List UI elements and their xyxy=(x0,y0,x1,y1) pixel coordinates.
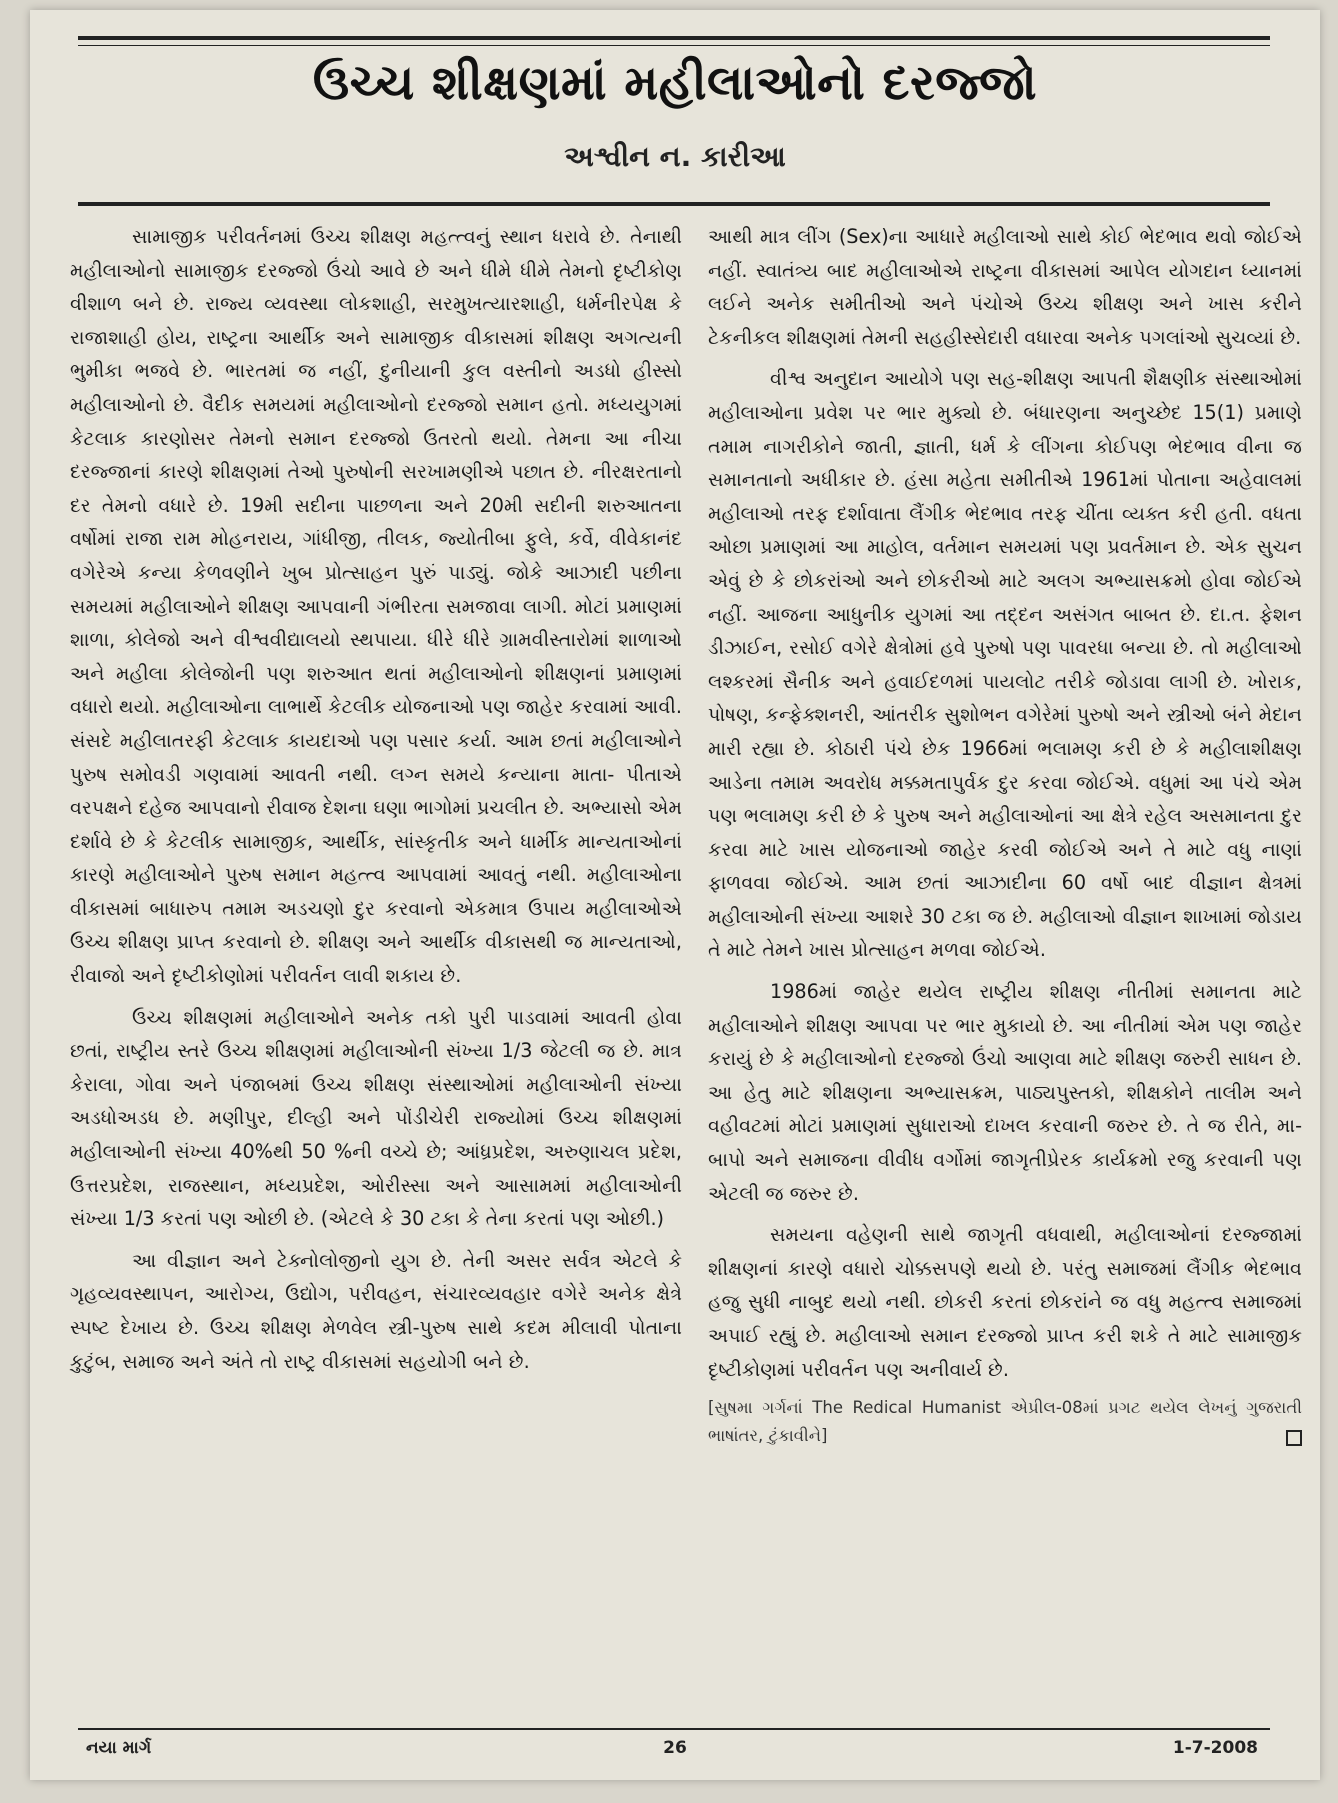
paragraph: સામાજીક પરીવર્તનમાં ઉચ્ચ શીક્ષણ મહત્ત્વનું સ્થાન ધરાવે છે. તેનાથી મહીલાઓનો સામાજીક દરજ્જો ઉંચો આવે છે અને ધીમે ધીમે તેમનો દૃષ્ટીકોણ વીશાળ બને છે. રાજ્ય વ્યવસ્થા લોકશાહી, સરમુખત્યારશાહી, ધર્મનીરપેક્ષ કે રાજાશાહી હોય, રાષ્ટ્રના આર્થીક અને સામાજીક વીકાસમાં શીક્ષણ અગત્યની ભુમીકા ભજવે છે. ભારતમાં જ નહીં, દુનીયાની કુલ વસ્તીનો અડધો હીસ્સો મહીલાઓનો છે. વૈદીક સમયમાં મહીલાઓનો દરજ્જો સમાન હતો. મધ્યયુગમાં કેટલાક કારણોસર તેમનો સમાન દરજ્જો ઉતરતો થયો. તેમના આ નીચા દરજ્જાનાં કારણે શીક્ષણમાં તેઓ પુરુષોની સરખામણીએ પછાત છે. નીરક્ષરતાનો દર તેમનો વધારે છે. 19મી સદીના પાછળના અને 20મી સદીની શરુઆતના વર્ષોમાં રાજા રામ મોહનરાય, ગાંધીજી, તીલક, જ્યોતીબા ફુલે, કર્વે, વીવેકાનંદ વગેરેએ કન્યા કેળવણીને ખુબ પ્રોત્સાહન પુરું પાડ્યું. જોકે આઝાદી પછીના સમયમાં મહીલાઓને શીક્ષણ આપવાની ગંભીરતા સમજાવા લાગી. મોટાં પ્રમાણમાં શાળા, કોલેજો અને વીશ્વવીદ્યાલયો સ્થપાયા. ધીરે ધીરે ગ્રામવીસ્તારોમાં શાળાઓ અને મહીલા કોલેજોની પણ શરુઆત થતાં મહીલાઓનો શીક્ષણનાં પ્રમાણમાં વધારો થયો. મહીલાઓના લાભાર્થે કેટલીક યોજનાઓ પણ જાહેર કરવામાં આવી. સંસદે મહીલાતરફી કેટલાક કાયદાઓ પણ પસાર કર્યા. આમ છતાં મહીલાઓને પુરુષ સમોવડી ગણવામાં આવતી નથી. લગ્ન સમયે કન્યાના માતા- પીતાએ વરપક્ષને દહેજ આપવાનો રીવાજ દેશના ઘણા ભાગોમાં પ્રચલીત છે. અભ્યાસો એમ દર્શાવે છે કે કેટલીક સામાજીક, આર્થીક, સાંસ્કૃતીક અને ધાર્મીક માન્યતાઓનાં કારણે મહીલાઓને પુરુષ સમાન મહત્ત્વ આપવામાં આવતું નથી. મહીલાઓના વીકાસમાં બાધારુપ તમામ અડચણો દુર કરવાનો એકમાત્ર ઉપાય મહીલાઓએ ઉચ્ચ શીક્ષણ પ્રાપ્ત કરવાનો છે. શીક્ષણ અને આર્થીક વીકાસથી જ માન્યતાઓ, રીવાજો અને દૃષ્ટીકોણોમાં પરીવર્તન લાવી શકાય છે. xyxy=(70,225,682,988)
paragraph: આથી માત્ર લીંગ (Sex)ના આધારે મહીલાઓ સાથે કોઈ ભેદભાવ થવો જોઈએ નહીં. સ્વાતંત્ર્ય બાદ મહીલાઓએ રાષ્ટ્રના વીકાસમાં આપેલ યોગદાન ધ્યાનમાં લઈને અનેક સમીતીઓ અને પંચોએ ઉચ્ચ શીક્ષણ અને ખાસ કરીને ટેકનીકલ શીક્ષણમાં તેમની સહહીસ્સેદારી વધારવા અનેક પગલાંઓ સુચવ્યાં છે. xyxy=(708,225,1302,349)
footer-magazine-name: નયા માર્ગ xyxy=(86,1738,152,1758)
footer-page-number: 26 xyxy=(663,1738,687,1758)
paragraph: ઉચ્ચ શીક્ષણમાં મહીલાઓને અનેક તકો પુરી પાડવામાં આવતી હોવા છતાં, રાષ્ટ્રીય સ્તરે ઉચ્ચ શીક્ષણમાં મહીલાઓની સંખ્યા 1/3 જેટલી જ છે. માત્ર કેરાલા, ગોવા અને પંજાબમાં ઉચ્ચ શીક્ષણ સંસ્થાઓમાં મહીલાઓની સંખ્યા અડધોઅડધ છે. મણીપુર, દીલ્હી અને પોંડીચેરી રાજ્યોમાં ઉચ્ચ શીક્ષણમાં મહીલાઓની સંખ્યા 40%થી 50 %ની વચ્ચે છે; આંધ્રપ્રદેશ, અરુણાચલ પ્રદેશ, ઉત્તરપ્રદેશ, રાજસ્થાન, મધ્યપ્રદેશ, ઓરીસ્સા અને આસામમાં મહીલાઓની સંખ્યા 1/3 કરતાં પણ ઓછી છે. (એટલે કે 30 ટકા કે તેના કરતાં પણ ઓછી.) xyxy=(70,1005,682,1231)
left-column xyxy=(70,220,682,1386)
top-rule-thick xyxy=(78,36,1270,40)
header-rule xyxy=(78,202,1270,206)
source-note xyxy=(708,1394,1302,1450)
footer-rule xyxy=(78,1728,1270,1730)
source-note-text: [સુષમા ગર્ગનાં The Redical Humanist એપ્રીલ-08માં પ્રગટ થયેલ લેખનું ગુજરાતી ભાષાંતર, ટુંકાવીને] xyxy=(708,1398,1302,1446)
paragraph: સમયના વહેણની સાથે જાગૃતી વધવાથી, મહીલાઓનાં દરજ્જામાં શીક્ષણનાં કારણે વધારો ચોક્કસપણે થયો છે. પરંતુ સમાજમાં લૈંગીક ભેદભાવ હજુ સુધી નાબુદ થયો નથી. છોકરી કરતાં છોકરાંને જ વધુ મહત્ત્વ સમાજમાં અપાઈ રહ્યું છે. મહીલાઓ સમાન દરજ્જો પ્રાપ્ત કરી શકે તે માટે સામાજીક દૃષ્ટીકોણમાં પરીવર્તન પણ અનીવાર્ય છે. xyxy=(708,1223,1302,1381)
article-title: ઉચ્ચ શીક્ષણમાં મહીલાઓનો દરજ્જો xyxy=(312,55,1038,111)
footer-date: 1-7-2008 xyxy=(1172,1738,1258,1758)
right-column xyxy=(708,220,1302,1458)
top-rule-thin xyxy=(78,45,1270,46)
paragraph: 1986માં જાહેર થયેલ રાષ્ટ્રીય શીક્ષણ નીતીમાં સમાનતા માટે મહીલાઓને શીક્ષણ આપવા પર ભાર મુકાયો છે. આ નીતીમાં એમ પણ જાહેર કરાયું છે કે મહીલાઓનો દરજ્જો ઉંચો આણવા માટે શીક્ષણ જરુરી સાધન છે. આ હેતુ માટે શીક્ષણના અભ્યાસક્રમ, પાઠ્યપુસ્તકો, શીક્ષકોને તાલીમ અને વહીવટમાં મોટાં પ્રમાણમાં સુધારાઓ દાખલ કરવાની જરુર છે. તે જ રીતે, મા-બાપો અને સમાજના વીવીધ વર્ગોમાં જાગૃતીપ્રેરક કાર્યક્રમો રજુ કરવાની પણ એટલી જ જરુર છે. xyxy=(708,980,1302,1205)
end-mark-icon xyxy=(1286,1430,1302,1446)
magazine-page xyxy=(30,10,1320,1780)
article-author: અશ્વીન ન. કારીઆ xyxy=(564,140,786,173)
paragraph: વીશ્વ અનુદાન આયોગે પણ સહ-શીક્ષણ આપતી શૈક્ષણીક સંસ્થાઓમાં મહીલાઓના પ્રવેશ પર ભાર મુક્યો છે. બંધારણના અનુચ્છેદ 15(1) પ્રમાણે તમામ નાગરીકોને જાતી, જ્ઞાતી, ધર્મ કે લીંગના કોઈપણ ભેદભાવ વીના જ સમાનતાનો અધીકાર છે. હંસા મહેતા સમીતીએ 1961માં પોતાના અહેવાલમાં મહીલાઓ તરફ દર્શાવાતા લૈંગીક ભેદભાવ તરફ ચીંતા વ્યક્ત કરી હતી. વધતા ઓછા પ્રમાણમાં આ માહોલ, વર્તમાન સમયમાં પણ પ્રવર્તમાન છે. એક સુચન એવું છે કે છોકરાંઓ અને છોકરીઓ માટે અલગ અભ્યાસક્રમો હોવા જોઈએ નહીં. આજના આધુનીક યુગમાં આ તદ્દન અસંગત બાબત છે. દા.ત. ફેશન ડીઝાઈન, રસોઈ વગેરે ક્ષેત્રોમાં હવે પુરુષો પણ પાવરધા બન્યા છે. તો મહીલાઓ લશ્કરમાં સૈનીક અને હવાઈદળમાં પાયલોટ તરીકે જોડાવા લાગી છે. ખોરાક, પોષણ, કન્ફેક્શનરી, આંતરીક સુશોભન વગેરેમાં પુરુષો અને સ્ત્રીઓ બંને મેદાન મારી રહ્યા છે. કોઠારી પંચે છેક 1966માં ભલામણ કરી છે કે મહીલાશીક્ષણ આડેના તમામ અવરોધ મક્કમતાપુર્વક દુર કરવા જોઈએ. વધુમાં આ પંચે એમ પણ ભલામણ કરી છે કે પુરુષ અને મહીલાઓનાં આ ક્ષેત્રે રહેલ અસમાનતા દુર કરવા માટે ખાસ યોજનાઓ જાહેર કરવી જોઈએ અને તે માટે વધુ નાણાં ફાળવવા જોઈએ. આમ છતાં આઝાદીના 60 વર્ષો બાદ વીજ્ઞાન ક્ષેત્રમાં મહીલાઓની સંખ્યા આશરે 30 ટકા જ છે. મહીલાઓ વીજ્ઞાન શાખામાં જોડાય તે માટે તેમને ખાસ પ્રોત્સાહન મળવા જોઈએ. xyxy=(708,367,1302,962)
paragraph: આ વીજ્ઞાન અને ટેક્નોલોજીનો યુગ છે. તેની અસર સર્વત્ર એટલે કે ગૃહવ્યવસ્થાપન, આરોગ્ય, ઉદ્યોગ, પરીવહન, સંચારવ્યવહાર વગેરે અનેક ક્ષેત્રે સ્પષ્ટ દેખાય છે. ઉચ્ચ શીક્ષણ મેળવેલ સ્ત્રી-પુરુષ સાથે કદમ મીલાવી પોતાના કુટુંબ, સમાજ અને અંતે તો રાષ્ટ્ર વીકાસમાં સહયોગી બને છે. xyxy=(70,1248,682,1373)
